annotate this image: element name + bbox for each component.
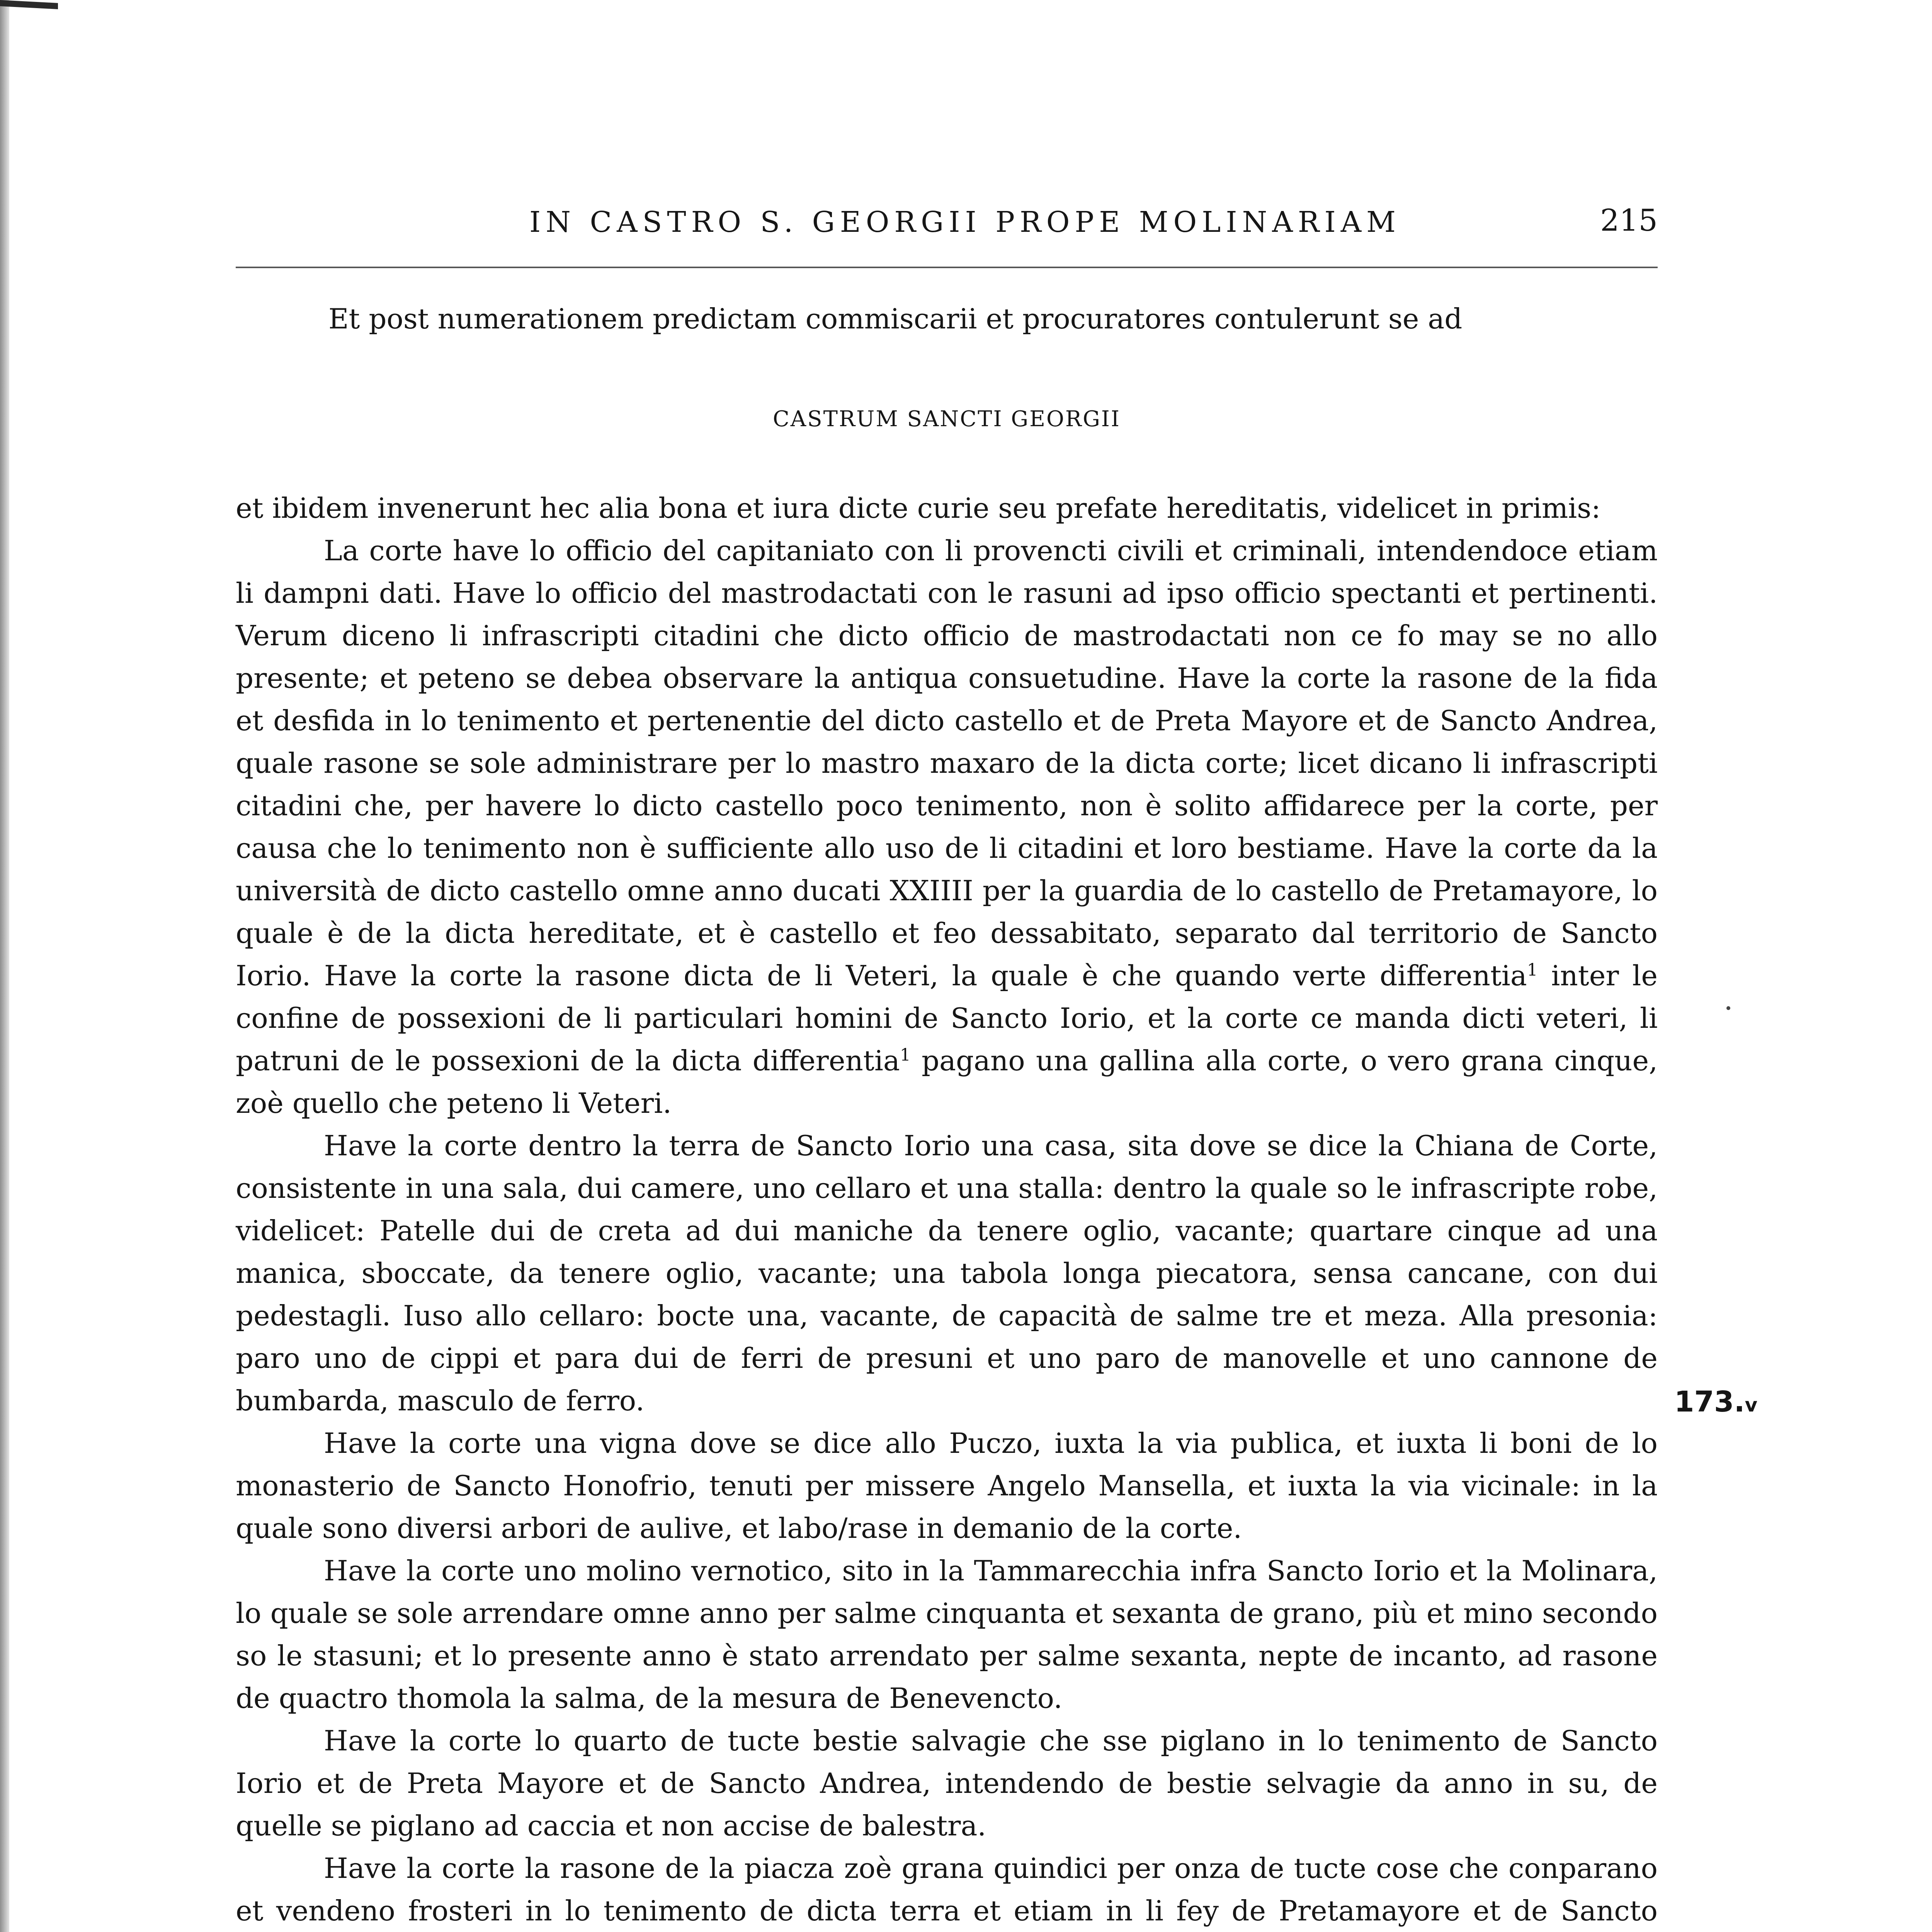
- paragraph-2: [236, 529, 1658, 1124]
- footnote-reference-2: 1: [900, 1045, 911, 1065]
- section-heading-castrum: CASTRUM SANCTI GEORGII: [772, 406, 1121, 432]
- intro-paragraph: Et post numerationem predictam commiscarii et procuratores contulerunt se ad: [328, 303, 1463, 335]
- margin-folio-number: 173.: [1674, 1385, 1745, 1418]
- main-text: [236, 298, 1658, 1932]
- page-number: 215: [1600, 203, 1658, 238]
- paragraph-6: Have la corte lo quarto de tucte bestie salvagie che sse piglano in lo tenimento de Sancto Iorio et de Preta Mayore et de Sancto Andrea, intendendo de bestie selvagie da anno in su, de quelle se piglano ad caccia et non accise de balestra.: [236, 1725, 1658, 1842]
- paragraph-4: Have la corte una vigna dove se dice allo Puczo, iuxta la via publica, et iuxta li boni de lo monasterio de Sancto Honofrio, tenuti per missere Angelo Mansella, et iuxta la via vicinale: in la quale sono diversi arbori de aulive, et labo/rase in demanio de la corte.: [236, 1427, 1658, 1544]
- paragraph-7: Have la corte la rasone de la piacza zoè grana quindici per onza de tucte cose che conparano et vendeno frosteri in lo tenimento de dicta terra et etiam in li fey de Pretamayore et de Sancto: [236, 1852, 1658, 1927]
- margin-folio-side: v: [1745, 1394, 1758, 1416]
- paragraph-2-part-c: pagano una gallina alla corte, o vero grana cinque, zoè quello che peteno li Veteri.: [236, 1044, 1658, 1119]
- scan-edge-left: [0, 0, 9, 1932]
- footnote-reference-1: 1: [1527, 960, 1538, 980]
- margin-folio-note: [1674, 1385, 1757, 1418]
- paragraph-5: Have la corte uno molino vernotico, sito in la Tammarecchia infra Sancto Iorio et la Molinara, lo quale se sole arrendare omne anno per salme cinquanta et sexanta de grano, più et mino secondo so le stasuni; et lo presente anno è stato arrendato per salme sexanta, nepte de incanto, ad rasone de quactro thomola la salma, de la mesura de Benevencto.: [236, 1554, 1658, 1714]
- header-rule: [236, 267, 1658, 268]
- paragraph-3: Have la corte dentro la terra de Sancto Iorio una casa, sita dove se dice la Chiana de Corte, consistente in una sala, dui camere, uno cellaro et una stalla: dentro la quale so le infrascripte robe, videlicet: Patelle dui de creta ad dui maniche da tenere oglio, vacante; quartare cinque ad una manica, sboccate, da tenere oglio, vacante; una tabola longa piecatora, sensa cancane, con dui pedestagli. Iuso allo cellaro: bocte una, vacante, de capacità de salme tre et meza. Alla presonia: paro uno de cippi et para dui de ferri de presuni et uno paro de manovelle et uno cannone de bumbarda, masculo de ferro.: [236, 1129, 1658, 1417]
- paragraph-1: et ibidem invenerunt hec alia bona et iura dicte curie seu prefate hereditatis, videlicet in primis:: [236, 492, 1601, 524]
- running-header: [236, 201, 1658, 255]
- running-title: IN CASTRO S. GEORGII PROPE MOLINARIAM: [529, 206, 1401, 239]
- paragraph-2-part-b: inter le confine de possexioni de li particulari homini de Sancto Iorio, et la corte ce manda dicti veteri, li patruni de le possexioni de la dicta differentia: [236, 959, 1658, 1077]
- scan-speck: [1726, 1006, 1730, 1010]
- paragraph-2-part-a: La corte have lo officio del capitaniato con li provencti civili et criminali, intendendoce etiam li dampni dati. Have lo officio del mastrodactati con le rasuni ad ipso officio spectanti et pertinenti. Verum diceno li infrascripti citadini che dicto officio de mastrodactati non ce fo may se no allo presente; et peteno se debea observare la antiqua consuetudine. Have la corte la rasone de la fida et desfida in lo tenimento et pertenentie del dicto castello et de Preta Mayore et de Sancto Andrea, quale rasone se sole administrare per lo mastro maxaro de la dicta corte; licet dicano li infrascripti citadini che, per havere lo dicto castello poco tenimento, non è solito affidarece per la corte, per causa che lo tenimento non è sufficiente allo uso de li citadini et loro bestiame. Have la corte da la università de dicto castello omne anno ducati XXIIII per la guardia de lo castello de Pretamayore, lo quale è de la dicta hereditate, et è castello et feo dessabitato, separato dal territorio de Sancto Iorio. Have la corte la rasone dicta de li Veteri, la quale è che quando verte differentia: [236, 534, 1658, 992]
